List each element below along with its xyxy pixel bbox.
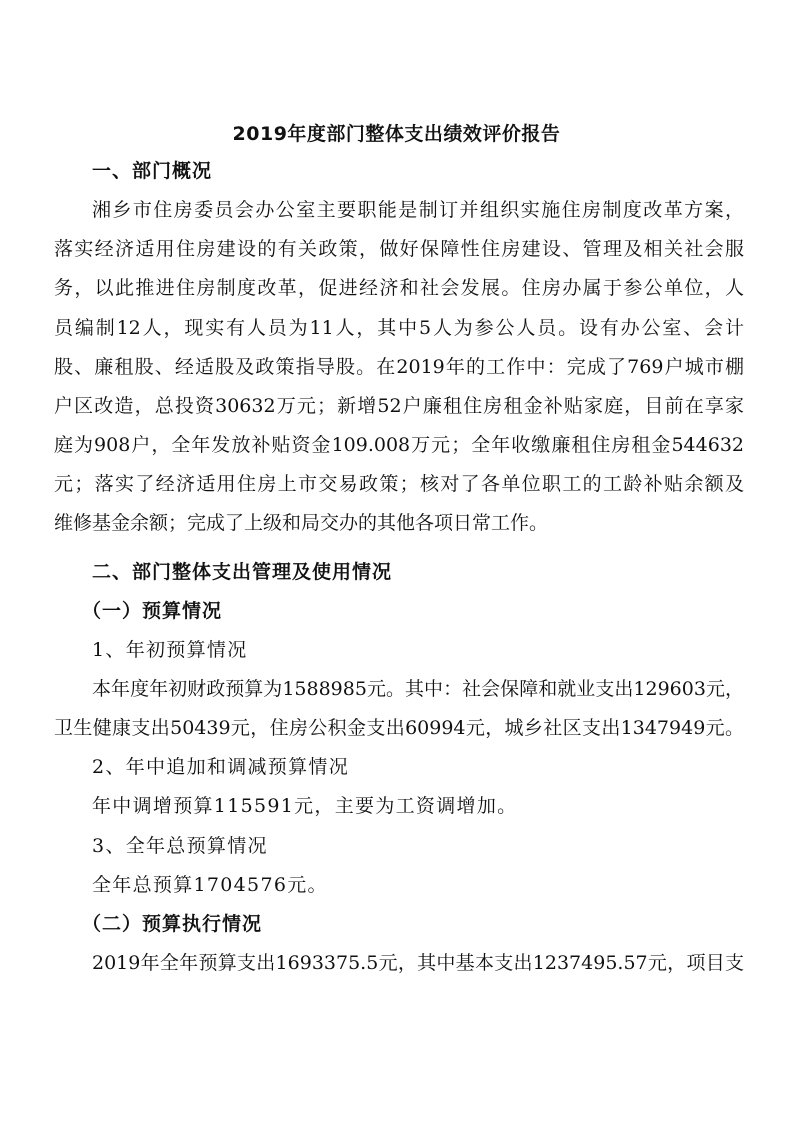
paragraph-line: 本年度年初财政预算为1588985元。其中：社会保障和就业支出129603元， xyxy=(92,678,744,700)
section-heading-dept-overview: 一、部门概况 xyxy=(92,160,213,182)
subsection-heading-execution: （二）预算执行情况 xyxy=(82,913,263,935)
subsection-heading-budget: （一）预算情况 xyxy=(82,600,223,622)
paragraph-line: 庭为908户，全年发放补贴资金109.008万元；全年收缴廉租住房租金544632 xyxy=(54,434,744,456)
section-heading-expenditure: 二、部门整体支出管理及使用情况 xyxy=(92,561,393,583)
paragraph-line: 年中调增预算115591元，主要为工资调增加。 xyxy=(92,795,518,817)
item-heading-adjustments: 2、年中追加和调减预算情况 xyxy=(92,756,349,778)
paragraph-line: 卫生健康支出50439元，住房公积金支出60994元，城乡社区支出1347949元。 xyxy=(54,717,744,739)
paragraph-line: 股、廉租股、经适股及政策指导股。在2019年的工作中：完成了769户城市棚 xyxy=(54,356,744,378)
paragraph-line: 员编制12人，现实有人员为11人，其中5人为参公人员。设有办公室、会计 xyxy=(54,317,744,339)
paragraph-line: 全年总预算1704576元。 xyxy=(92,874,328,896)
paragraph-line: 2019年全年预算支出1693375.5元，其中基本支出1237495.57元，项目支 xyxy=(92,952,744,974)
paragraph-line: 务，以此推进住房制度改革，促进经济和社会发展。住房办属于参公单位，人 xyxy=(54,277,744,299)
paragraph-line: 户区改造，总投资30632万元；新增52户廉租住房租金补贴家庭，目前在享家 xyxy=(54,395,744,417)
document-title: 2019年度部门整体支出绩效评价报告 xyxy=(232,123,561,145)
item-heading-total-budget: 3、全年总预算情况 xyxy=(92,835,268,857)
item-heading-initial-budget: 1、年初预算情况 xyxy=(92,639,248,661)
paragraph-line: 落实经济适用住房建设的有关政策，做好保障性住房建设、管理及相关社会服 xyxy=(54,238,744,260)
paragraph-line: 元；落实了经济适用住房上市交易政策；核对了各单位职工的工龄补贴余额及 xyxy=(54,473,744,495)
paragraph-line: 维修基金余额；完成了上级和局交办的其他各项日常工作。 xyxy=(54,512,549,534)
paragraph-line: 湘乡市住房委员会办公室主要职能是制订并组织实施住房制度改革方案， xyxy=(92,199,744,221)
